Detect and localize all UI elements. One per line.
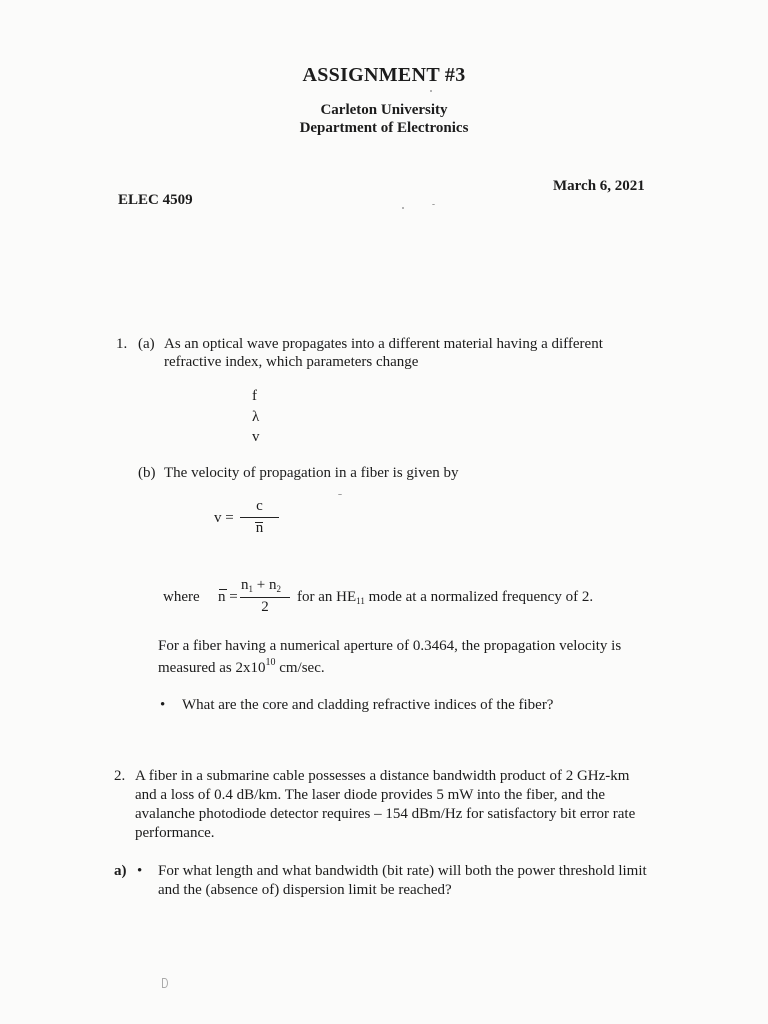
- eq1-fraction-bar: [240, 517, 279, 518]
- q2-text-line1: A fiber in a submarine cable possesses a distance bandwidth product of 2 GHz-km: [135, 768, 630, 784]
- scan-speck: [430, 90, 432, 92]
- fiber-text-line2: measured as $2x10^{10}$ cm/sec.: [158, 657, 325, 676]
- q2a-text-line1: For what length and what bandwidth (bit rate) will both the power threshold limit: [158, 863, 647, 879]
- q1-number: 1.: [116, 336, 128, 352]
- q2a-label: a): [114, 863, 127, 879]
- q2-text-line3: avalanche photodiode detector requires – 154 dBm/Hz for satisfactory bit error rate: [135, 806, 636, 822]
- bullet-icon: •: [137, 863, 143, 879]
- course-code: ELEC 4509: [118, 192, 193, 208]
- param-frequency: f: [252, 388, 257, 404]
- q1a-label: (a): [138, 336, 155, 352]
- eq2-tail: for an $HE_{11}$ mode at a normalized frequency of 2.: [297, 589, 594, 606]
- scan-speck: [402, 207, 404, 209]
- assignment-date: March 6, 2021: [553, 178, 645, 194]
- q2-text-line4: performance.: [135, 825, 215, 841]
- eq2-lhs: n =: [218, 589, 238, 605]
- q2a-text-line2: and the (absence of) dispersion limit be reached?: [158, 882, 452, 898]
- q2-text-line2: and a loss of 0.4 dB/km. The laser diode provides 5 mW into the fiber, and the: [135, 787, 606, 803]
- eq1-numerator: c: [256, 498, 263, 514]
- eq1-denominator: n: [255, 520, 264, 536]
- q1b-text: The velocity of propagation in a fiber is given by: [164, 465, 459, 481]
- param-velocity: v: [252, 429, 260, 445]
- scan-speck: [432, 204, 435, 205]
- q2-number: 2.: [114, 768, 126, 784]
- q1b-label: (b): [138, 465, 156, 481]
- eq2-numerator: $n_1 + n_2$: [241, 577, 281, 594]
- fiber-text-line1: For a fiber having a numerical aperture of 0.3464, the propagation velocity is: [158, 638, 622, 654]
- university-name: Carleton University: [320, 102, 448, 118]
- q1a-text-line1: As an optical wave propagates into a different material having a different: [164, 336, 603, 352]
- q1-bullet-question: What are the core and cladding refractive indices of the fiber?: [182, 697, 554, 713]
- eq2-fraction-bar: [240, 597, 290, 598]
- page-title: ASSIGNMENT #3: [302, 64, 466, 86]
- bullet-icon: •: [160, 697, 166, 713]
- eq1-lhs: v =: [214, 510, 234, 526]
- eq2-denominator: 2: [261, 599, 269, 615]
- scan-speck: [338, 494, 342, 495]
- param-wavelength: λ: [252, 409, 260, 425]
- q1a-text-line2: refractive index, which parameters change: [164, 354, 419, 370]
- where-label: where: [163, 589, 200, 605]
- scan-speck: [162, 978, 168, 988]
- department-name: Department of Electronics: [299, 120, 469, 136]
